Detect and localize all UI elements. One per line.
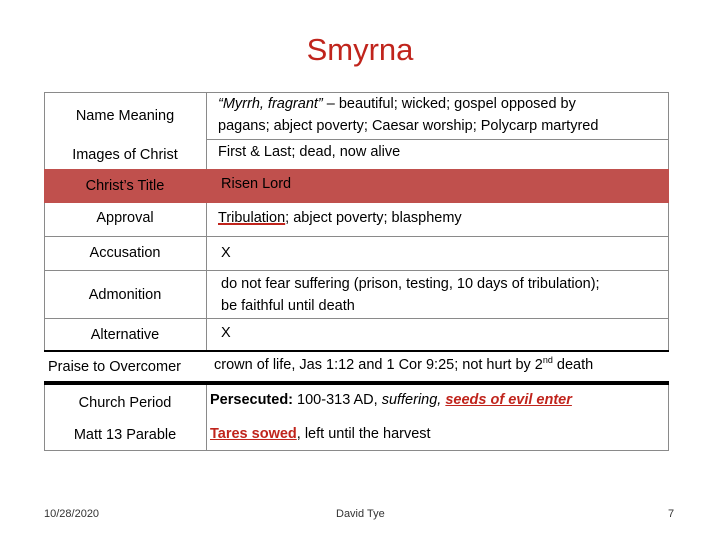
- accusation-label: Accusation: [89, 245, 161, 261]
- row-divider: [207, 139, 668, 140]
- row-divider: [44, 318, 669, 319]
- images-of-christ-label: Images of Christ: [72, 147, 178, 163]
- page-number: 7: [668, 508, 675, 520]
- christs-title-label: Christ’s Title: [85, 178, 165, 194]
- name-meaning-label: Name Meaning: [75, 108, 175, 124]
- church-period-label: Church Period: [78, 395, 172, 411]
- approval-value: Tribulation; abject poverty; blasphemy: [218, 210, 462, 226]
- row-divider: [44, 270, 669, 271]
- footer-date: 10/28/2020: [44, 508, 100, 520]
- matt13-parable-label: Matt 13 Parable: [73, 427, 177, 443]
- admonition-value: do not fear suffering (prison, testing, 10 days of tribulation); be faithful until death: [221, 276, 600, 314]
- separator-bar: [44, 350, 669, 352]
- admonition-label: Admonition: [88, 287, 162, 303]
- accusation-value: X: [221, 245, 231, 261]
- matt13-parable-value: Tares sowed, left until the harvest: [210, 426, 431, 442]
- alternative-label: Alternative: [90, 327, 160, 343]
- name-meaning-value: “Myrrh, fragrant” – beautiful; wicked; gospel opposed by pagans; abject poverty; Caesar worship; Polycarp martyred: [218, 96, 599, 134]
- separator-bar: [44, 381, 669, 385]
- table-border-top: [44, 92, 669, 93]
- row-divider: [44, 236, 669, 237]
- lower-table-border-bottom: [44, 450, 669, 451]
- alternative-value: X: [221, 325, 231, 341]
- praise-to-overcomer-value: crown of life, Jas 1:12 and 1 Cor 9:25; not hurt by 2nd death: [214, 355, 594, 373]
- lower-column-divider: [206, 385, 207, 450]
- table-border-right: [668, 92, 669, 350]
- praise-to-overcomer-label: Praise to Overcomer: [48, 359, 181, 375]
- christs-title-value: Risen Lord: [221, 176, 292, 192]
- slide-title: Smyrna: [306, 32, 414, 67]
- footer-author: David Tye: [336, 508, 385, 520]
- approval-label: Approval: [96, 210, 154, 226]
- images-of-christ-value: First & Last; dead, now alive: [218, 144, 401, 160]
- lower-table-border-right: [668, 385, 669, 450]
- church-period-value: Persecuted: 100-313 AD, suffering, seeds of evil enter: [210, 392, 572, 408]
- column-divider: [206, 92, 207, 350]
